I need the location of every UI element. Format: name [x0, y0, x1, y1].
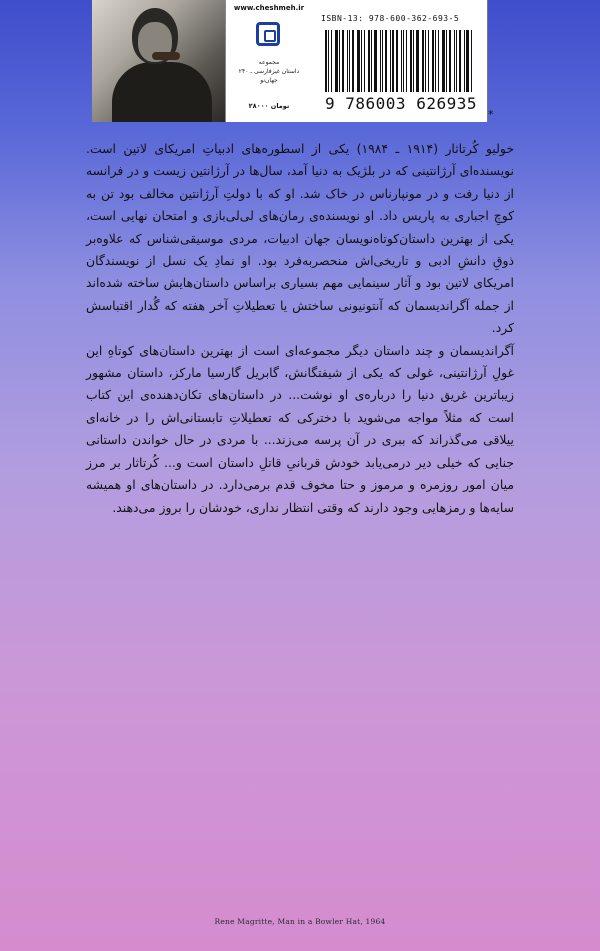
barcode-bar	[339, 30, 340, 92]
barcode-bar	[446, 30, 447, 92]
barcode-bar	[374, 30, 377, 92]
barcode-bar	[432, 30, 434, 92]
photo-body-shape	[112, 62, 212, 122]
barcode-bar	[364, 30, 365, 92]
blurb-paragraph: خولیو کُرتاثار (۱۹۱۴ ـ ۱۹۸۴) یکی از اسطوره‌های ادبیاتِ امریکای لاتین است. نویسنده‌ای آرژانتینی که در بلژیک به دنیا آمد، سال‌ها در آرژانتین زیست و در فرانسه از دنیا رفت و در مونپارناس در خاک شد. او که با دولتِ آرژانتین مخالف بود تن به کوچِ اجباری به پاریس داد. او نویسنده‌ی رمان‌های لی‌لی‌بازی و امتحان نهایی است، یکی از بهترین داستان‌کوتاه‌نویسان جهان ادبیات، مردی موسیقی‌شناس که علاوه‌بر ذوقِ دانشِ ادبی و تاریخی‌اش منحصربه‌فرد بود. او نمادِ یک نسل از نویسندگان امریکای لاتین بود و آثار سینمایی مهم بسیاری براساس داستان‌هایش ساخته شده‌اند از جمله آگراندیسمان که آنتونیونی ساختش یا تعطیلاتِ آخر هفته که گُدار اقتباسش کرد.	[86, 141, 514, 336]
blurb-paragraph: آگراندیسمان و چند داستان دیگر مجموعه‌ای است از بهترین داستان‌های کوتاهِ این غولِ آرژانتینی، غولی که یکی از شیفتگانش، گابریل گارسیا مارکز، داستان مشهور زیباترین غریق دنیا را درباره‌ی او نوشت... در داستان‌های تکان‌دهنده‌ی این کتاب است که مثلاً مواجه می‌شوید با دخترکی که تعطیلاتِ تابستانی‌اش را در خانه‌ای ییلاقی می‌گذراند که ببری در آن پرسه می‌زند... با مردی در حال خواندن داستانی جنایی که خیلی دیر درمی‌یابد خودش قربانیِ قاتلِ داستان است و... کُرتاثار بر مرز میان امور روزمره و مرموز و حتا مخوف قدم برمی‌دارد. در داستان‌های او همیشه سایه‌ها و رمزهایی وجود دارند که وقتی انتظار نداری، خودشان را بروز می‌دهند.	[86, 342, 514, 515]
isbn-text: ISBN-13: 978-600-362-693-5	[321, 14, 460, 23]
series-info	[230, 58, 308, 85]
publisher-logo-icon	[256, 22, 280, 46]
barcode-bar	[438, 30, 439, 92]
barcode-panel	[311, 0, 488, 122]
barcode-bar	[385, 30, 387, 92]
barcode-bar	[422, 30, 424, 92]
barcode-bar	[357, 30, 360, 92]
author-photo	[92, 0, 225, 122]
barcode-bar	[347, 30, 348, 92]
barcode-bar	[396, 30, 399, 92]
barcode-bar	[349, 30, 350, 92]
barcode-bar	[459, 30, 461, 92]
barcode-bar	[428, 30, 429, 92]
barcode-bar	[406, 30, 407, 92]
barcode-bar	[410, 30, 412, 92]
barcode-bar	[368, 30, 370, 92]
publisher-panel	[225, 0, 313, 122]
barcode-bar	[442, 30, 445, 92]
barcode-bar	[413, 30, 414, 92]
barcode-bar	[382, 30, 383, 92]
barcode-bar	[342, 30, 344, 92]
back-cover-blurb	[86, 138, 514, 519]
price-label: ۲۸۰۰۰ تومان	[248, 102, 290, 110]
barcode-bar	[403, 30, 404, 92]
barcode-bar	[371, 30, 372, 92]
barcode-digits: 9 786003 626935	[325, 94, 477, 113]
barcode-bar	[466, 30, 469, 92]
barcode-bar	[449, 30, 451, 92]
barcode-bar	[328, 30, 329, 92]
series-line: جهان‌نو	[260, 77, 278, 84]
barcode-bar	[456, 30, 457, 92]
barcode-bar	[425, 30, 426, 92]
cover-art-credit: Rene Magritte, Man in a Bowler Hat, 1964	[214, 917, 386, 926]
publisher-url: www.cheshmeh.ir	[233, 4, 305, 12]
barcode-bar	[416, 30, 419, 92]
photo-pipe-shape	[152, 52, 180, 60]
barcode-bar	[454, 30, 455, 92]
series-line: داستان غیرفارسی ـ ۲۴۰	[238, 68, 300, 75]
barcode-bars	[325, 30, 475, 92]
barcode-bar	[390, 30, 391, 92]
barcode-bar	[331, 30, 332, 92]
barcode-bar	[401, 30, 402, 92]
barcode-bar	[335, 30, 338, 92]
barcode-bar	[464, 30, 465, 92]
barcode-bar	[325, 30, 327, 92]
barcode-bar	[392, 30, 394, 92]
star-mark: *	[488, 108, 494, 121]
series-line: مجموعه	[258, 59, 280, 66]
barcode-bar	[471, 30, 472, 92]
top-strip	[0, 0, 600, 122]
barcode-bar	[380, 30, 381, 92]
barcode-bar	[361, 30, 362, 92]
barcode-bar	[435, 30, 436, 92]
barcode-bar	[352, 30, 354, 92]
